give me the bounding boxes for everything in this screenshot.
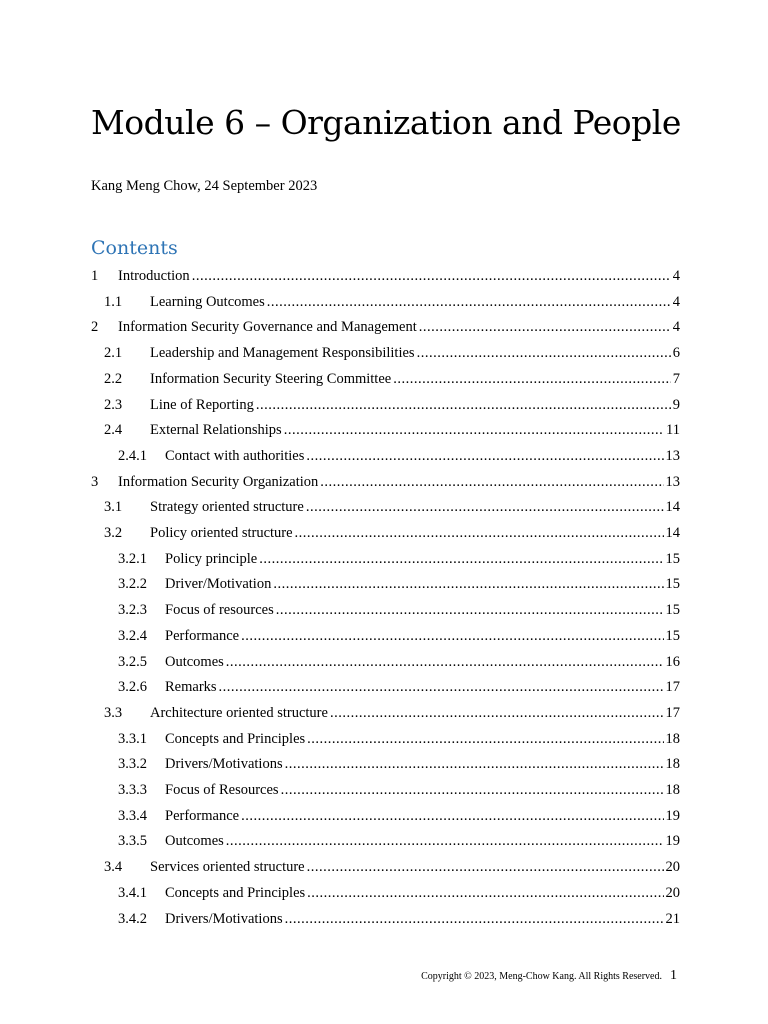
toc-entry-label: Learning Outcomes <box>150 293 265 310</box>
toc-dot-leader <box>307 730 663 748</box>
toc-entry-number: 3.2.6 <box>118 679 147 696</box>
toc-dot-leader <box>267 293 671 311</box>
toc-entry-page: 13 <box>665 473 680 490</box>
toc-dot-leader <box>330 704 664 722</box>
toc-entry[interactable] <box>91 316 680 336</box>
toc-dot-leader <box>284 421 664 439</box>
toc-entry[interactable] <box>118 753 680 773</box>
toc-entry-page: 17 <box>665 679 680 696</box>
toc-entry-label: Concepts and Principles <box>165 730 306 747</box>
toc-entry[interactable] <box>104 702 680 722</box>
toc-entry-number: 3.1 <box>104 499 123 516</box>
toc-entry-number: 2.4 <box>104 422 123 439</box>
toc-entry-label: Strategy oriented structure <box>150 499 304 516</box>
toc-entry-label: Remarks <box>165 679 217 696</box>
toc-entry[interactable] <box>118 625 680 645</box>
toc-entry-number: 3.2.2 <box>118 576 147 593</box>
toc-entry-page: 20 <box>665 884 680 901</box>
toc-entry-label: Services oriented structure <box>150 859 305 876</box>
toc-entry[interactable] <box>118 908 680 928</box>
toc-entry[interactable] <box>118 882 680 902</box>
toc-entry-label: Driver/Motivation <box>165 576 272 593</box>
toc-entry-label: Concepts and Principles <box>165 884 306 901</box>
toc-entry-page: 13 <box>665 447 680 464</box>
toc-entry-number: 2.1 <box>104 345 123 362</box>
toc-dot-leader <box>285 755 664 773</box>
toc-entry[interactable] <box>104 368 680 388</box>
toc-entry-page: 15 <box>665 602 680 619</box>
toc-dot-leader <box>276 601 664 619</box>
toc-entry-number: 2.3 <box>104 396 123 413</box>
toc-entry-label: Information Security Steering Committee <box>150 370 392 387</box>
toc-entry-number: 3 <box>91 473 99 490</box>
toc-entry-number: 3.2.4 <box>118 627 147 644</box>
toc-entry-page: 16 <box>665 653 680 670</box>
toc-entry-label: Drivers/Motivations <box>165 910 283 927</box>
toc-entry-number: 3.4.1 <box>118 884 147 901</box>
toc-entry-label: Focus of resources <box>165 602 274 619</box>
toc-entry[interactable] <box>104 394 680 414</box>
toc-entry-page: 14 <box>665 499 680 516</box>
toc-dot-leader <box>419 318 671 336</box>
toc-entry-label: Contact with authorities <box>165 447 305 464</box>
toc-dot-leader <box>307 884 663 902</box>
toc-entry-number: 3.3.3 <box>118 782 147 798</box>
toc-entry-number: 3.4.2 <box>118 910 147 927</box>
page-footer <box>421 968 677 984</box>
toc-entry-number: 3.3.5 <box>118 833 147 850</box>
toc-dot-leader <box>273 575 663 593</box>
toc-dot-leader <box>295 524 664 542</box>
toc-entry-label: Outcomes <box>165 653 224 670</box>
toc-entry-label: Architecture oriented structure <box>150 704 328 721</box>
toc-entry-page: 4 <box>672 293 680 310</box>
toc-dot-leader <box>306 447 663 465</box>
toc-dot-leader <box>393 370 671 388</box>
toc-dot-leader <box>417 344 671 362</box>
toc-entry[interactable] <box>104 291 680 311</box>
toc-entry-page: 9 <box>672 396 680 413</box>
toc-dot-leader <box>241 807 663 825</box>
toc-dot-leader <box>226 653 664 671</box>
toc-entry[interactable] <box>118 573 680 593</box>
toc-entry-label: Focus of Resources <box>165 782 279 798</box>
toc-entry-page: 18 <box>665 756 680 773</box>
toc-entry-label: Outcomes <box>165 833 224 850</box>
toc-entry-page: 15 <box>665 550 680 567</box>
toc-entry-number: 3.3.1 <box>118 730 147 747</box>
toc-entry-page: 19 <box>665 833 680 850</box>
toc-entry-page: 15 <box>665 627 680 644</box>
toc-dot-leader <box>241 627 663 645</box>
toc-entry-page: 7 <box>672 370 680 387</box>
toc-dot-leader <box>219 678 664 696</box>
toc-entry-number: 3.2.5 <box>118 653 147 670</box>
toc-dot-leader <box>256 396 671 414</box>
toc-entry-label: Policy oriented structure <box>150 525 293 541</box>
toc-entry-label: External Relationships <box>150 422 282 439</box>
toc-entry-number: 2.4.1 <box>118 447 147 464</box>
toc-entry-number: 1 <box>91 268 99 284</box>
toc-entry-label: Performance <box>165 807 240 824</box>
toc-entry[interactable] <box>104 342 680 362</box>
toc-entry-number: 3.2.1 <box>118 550 147 567</box>
toc-entry[interactable] <box>104 496 680 516</box>
toc-entry-number: 3.2.3 <box>118 602 147 619</box>
toc-entry-number: 2.2 <box>104 370 123 387</box>
toc-entry-page: 4 <box>672 319 680 336</box>
toc-entry-label: Leadership and Management Responsibilities <box>150 345 415 362</box>
page-title: Module 6 – Organization and People <box>91 103 681 142</box>
toc-entry-page: 14 <box>665 525 680 541</box>
toc-entry-page: 11 <box>666 422 680 439</box>
toc-entry-number: 3.2 <box>104 525 123 541</box>
toc-entry-label: Information Security Organization <box>118 473 319 490</box>
copyright-notice: Copyright © 2023, Meng-Chow Kang. All Rights Reserved. <box>421 971 662 982</box>
toc-entry-number: 3.3 <box>104 704 123 721</box>
toc-entry[interactable] <box>118 779 680 799</box>
toc-dot-leader <box>306 498 664 516</box>
toc-dot-leader <box>192 267 671 285</box>
toc-entry-label: Performance <box>165 627 240 644</box>
toc-entry[interactable] <box>118 651 680 671</box>
toc-entry[interactable] <box>118 599 680 619</box>
toc-entry[interactable] <box>118 676 680 696</box>
toc-entry[interactable] <box>118 548 680 568</box>
toc-dot-leader <box>285 910 664 928</box>
toc-entry[interactable] <box>118 728 680 748</box>
contents-heading: Contents <box>91 237 178 259</box>
toc-entry-number: 3.3.2 <box>118 756 147 773</box>
toc-entry[interactable] <box>104 522 680 542</box>
toc-entry-label: Introduction <box>118 268 190 284</box>
toc-entry-number: 3.3.4 <box>118 807 147 824</box>
toc-entry[interactable] <box>91 265 680 285</box>
toc-entry-page: 19 <box>665 807 680 824</box>
toc-dot-leader <box>226 832 664 850</box>
page-number: 1 <box>670 968 677 983</box>
toc-entry-page: 18 <box>665 730 680 747</box>
toc-entry-number: 1.1 <box>104 293 123 310</box>
toc-entry-page: 6 <box>672 345 680 362</box>
toc-dot-leader <box>281 781 664 799</box>
toc-dot-leader <box>320 473 663 491</box>
toc-entry-page: 20 <box>665 859 680 876</box>
toc-entry-label: Information Security Governance and Management <box>118 319 417 336</box>
toc-entry[interactable] <box>118 830 680 850</box>
toc-entry-page: 21 <box>665 910 680 927</box>
toc-dot-leader <box>307 858 664 876</box>
toc-entry-label: Drivers/Motivations <box>165 756 283 773</box>
author-date-line: Kang Meng Chow, 24 September 2023 <box>91 178 318 194</box>
toc-entry[interactable] <box>91 471 680 491</box>
toc-entry-page: 17 <box>665 704 680 721</box>
toc-entry-page: 4 <box>672 268 680 284</box>
toc-entry[interactable] <box>104 856 680 876</box>
toc-entry-label: Line of Reporting <box>150 396 254 413</box>
toc-entry[interactable] <box>118 445 680 465</box>
toc-entry-number: 3.4 <box>104 859 123 876</box>
toc-entry[interactable] <box>118 805 680 825</box>
toc-entry-page: 15 <box>665 576 680 593</box>
toc-dot-leader <box>259 550 663 568</box>
toc-entry-number: 2 <box>91 319 99 336</box>
toc-entry[interactable] <box>104 419 680 439</box>
toc-entry-label: Policy principle <box>165 550 258 567</box>
toc-entry-page: 18 <box>665 782 680 798</box>
